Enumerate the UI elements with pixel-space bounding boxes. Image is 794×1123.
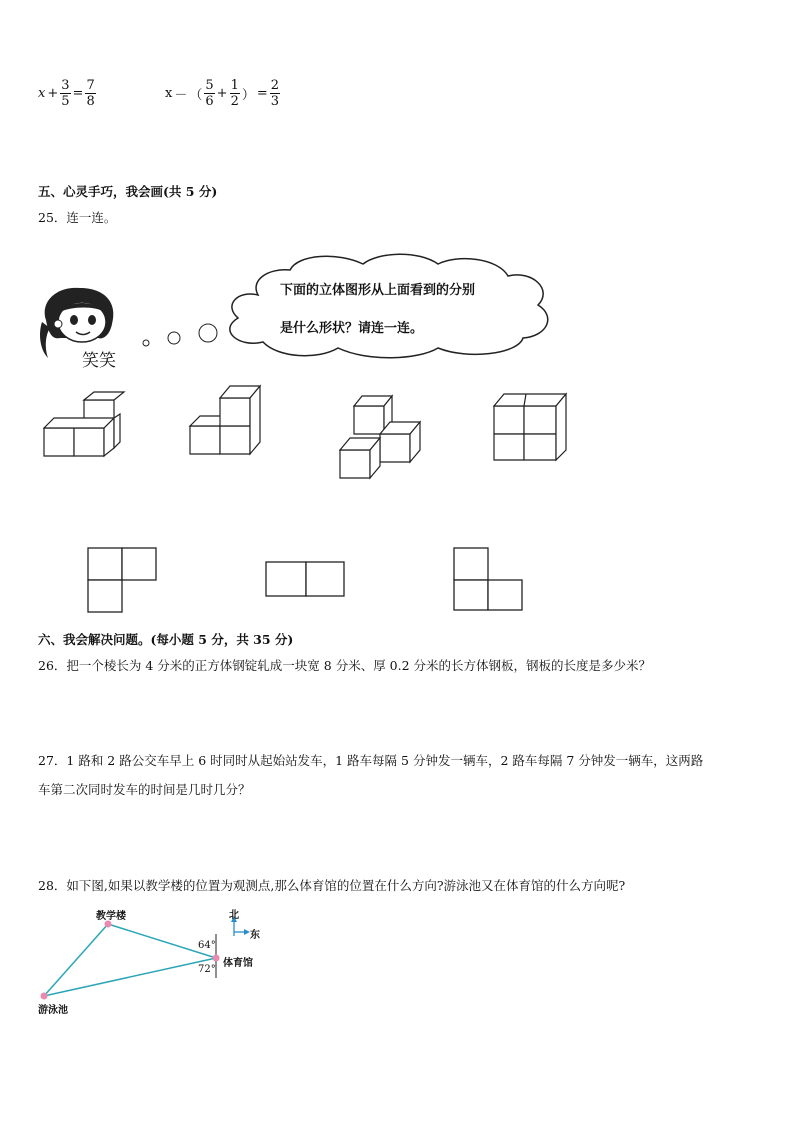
angle-72: 72°: [198, 964, 216, 975]
solid-figure-4: [494, 394, 566, 460]
eq1-plus: +: [47, 86, 59, 101]
top-view-shapes: [86, 546, 536, 616]
top-view-1: [88, 548, 156, 612]
eq2-rparen: ）: [241, 88, 255, 103]
solid-figure-1: [44, 392, 124, 456]
eq2-fraction-c: $\frac{2}{3}$: [270, 78, 280, 109]
gym-point: [213, 955, 220, 962]
equation-1: [38, 78, 96, 109]
girl-name: 笑笑: [82, 351, 116, 371]
question-27-line-2: 车第二次同时发车的时间是几时几分？: [38, 782, 251, 797]
section5-heading: 五、心灵手巧，我会画(共 5 分): [38, 184, 218, 199]
solid-figure-2: [190, 386, 260, 454]
eq2-fraction-a: $\frac{5}{6}$: [205, 78, 214, 109]
top-view-3: [454, 548, 522, 610]
eq2-minus: －: [174, 88, 188, 103]
bubble-line-2: 是什么形状？请连一连。: [280, 321, 424, 336]
question-28: 28．如下图,如果以教学楼的位置为观测点,那么体育馆的位置在什么方向?游泳池又在体育馆的什么方向呢?: [38, 878, 626, 893]
angle-64: 64°: [198, 940, 216, 951]
label-east: 东: [250, 930, 260, 941]
eq2-plus: +: [216, 86, 228, 101]
thought-dots: [138, 318, 228, 358]
thought-cloud: [218, 250, 558, 360]
top-view-2: [266, 562, 344, 596]
eq2-fraction-b: $\frac{1}{2}$: [230, 78, 239, 109]
eq1-var: x: [38, 86, 46, 101]
section6-heading: 六、我会解决问题。(每小题 5 分，共 35 分): [38, 632, 294, 647]
eq2-equals: =: [256, 86, 268, 101]
bubble-line-1: 下面的立体图形从上面看到的分别: [280, 283, 476, 298]
solid-figure-3: [340, 396, 420, 478]
eq1-fraction-b: $\frac{7}{8}$: [86, 78, 95, 109]
label-north: 北: [229, 910, 239, 921]
question-26: 26．把一个棱长为 4 分米的正方体钢锭轧成一块宽 8 分米、厚 0.2 分米的长方体钢板，钢板的长度是多少米？: [38, 658, 652, 673]
label-gym: 体育馆: [223, 958, 253, 969]
question-27-line-1: 27．1 路和 2 路公交车早上 6 时同时从起始站发车，1 路车每隔 5 分钟发一辆车，2 路车每隔 7 分钟发一辆车，这两路: [38, 753, 704, 768]
label-pool: 游泳池: [38, 1005, 68, 1016]
label-school: 教学楼: [96, 911, 126, 922]
eq1-equals: =: [72, 86, 84, 101]
equation-2: [165, 78, 280, 109]
eq2-lparen: （: [189, 88, 203, 103]
eq1-fraction-a: $\frac{3}{5}$: [61, 78, 70, 109]
pool-point: [41, 993, 48, 1000]
question-25: 25．连一连。: [38, 210, 117, 225]
solid-figures: [40, 380, 580, 480]
eq2-var: x: [165, 86, 173, 101]
